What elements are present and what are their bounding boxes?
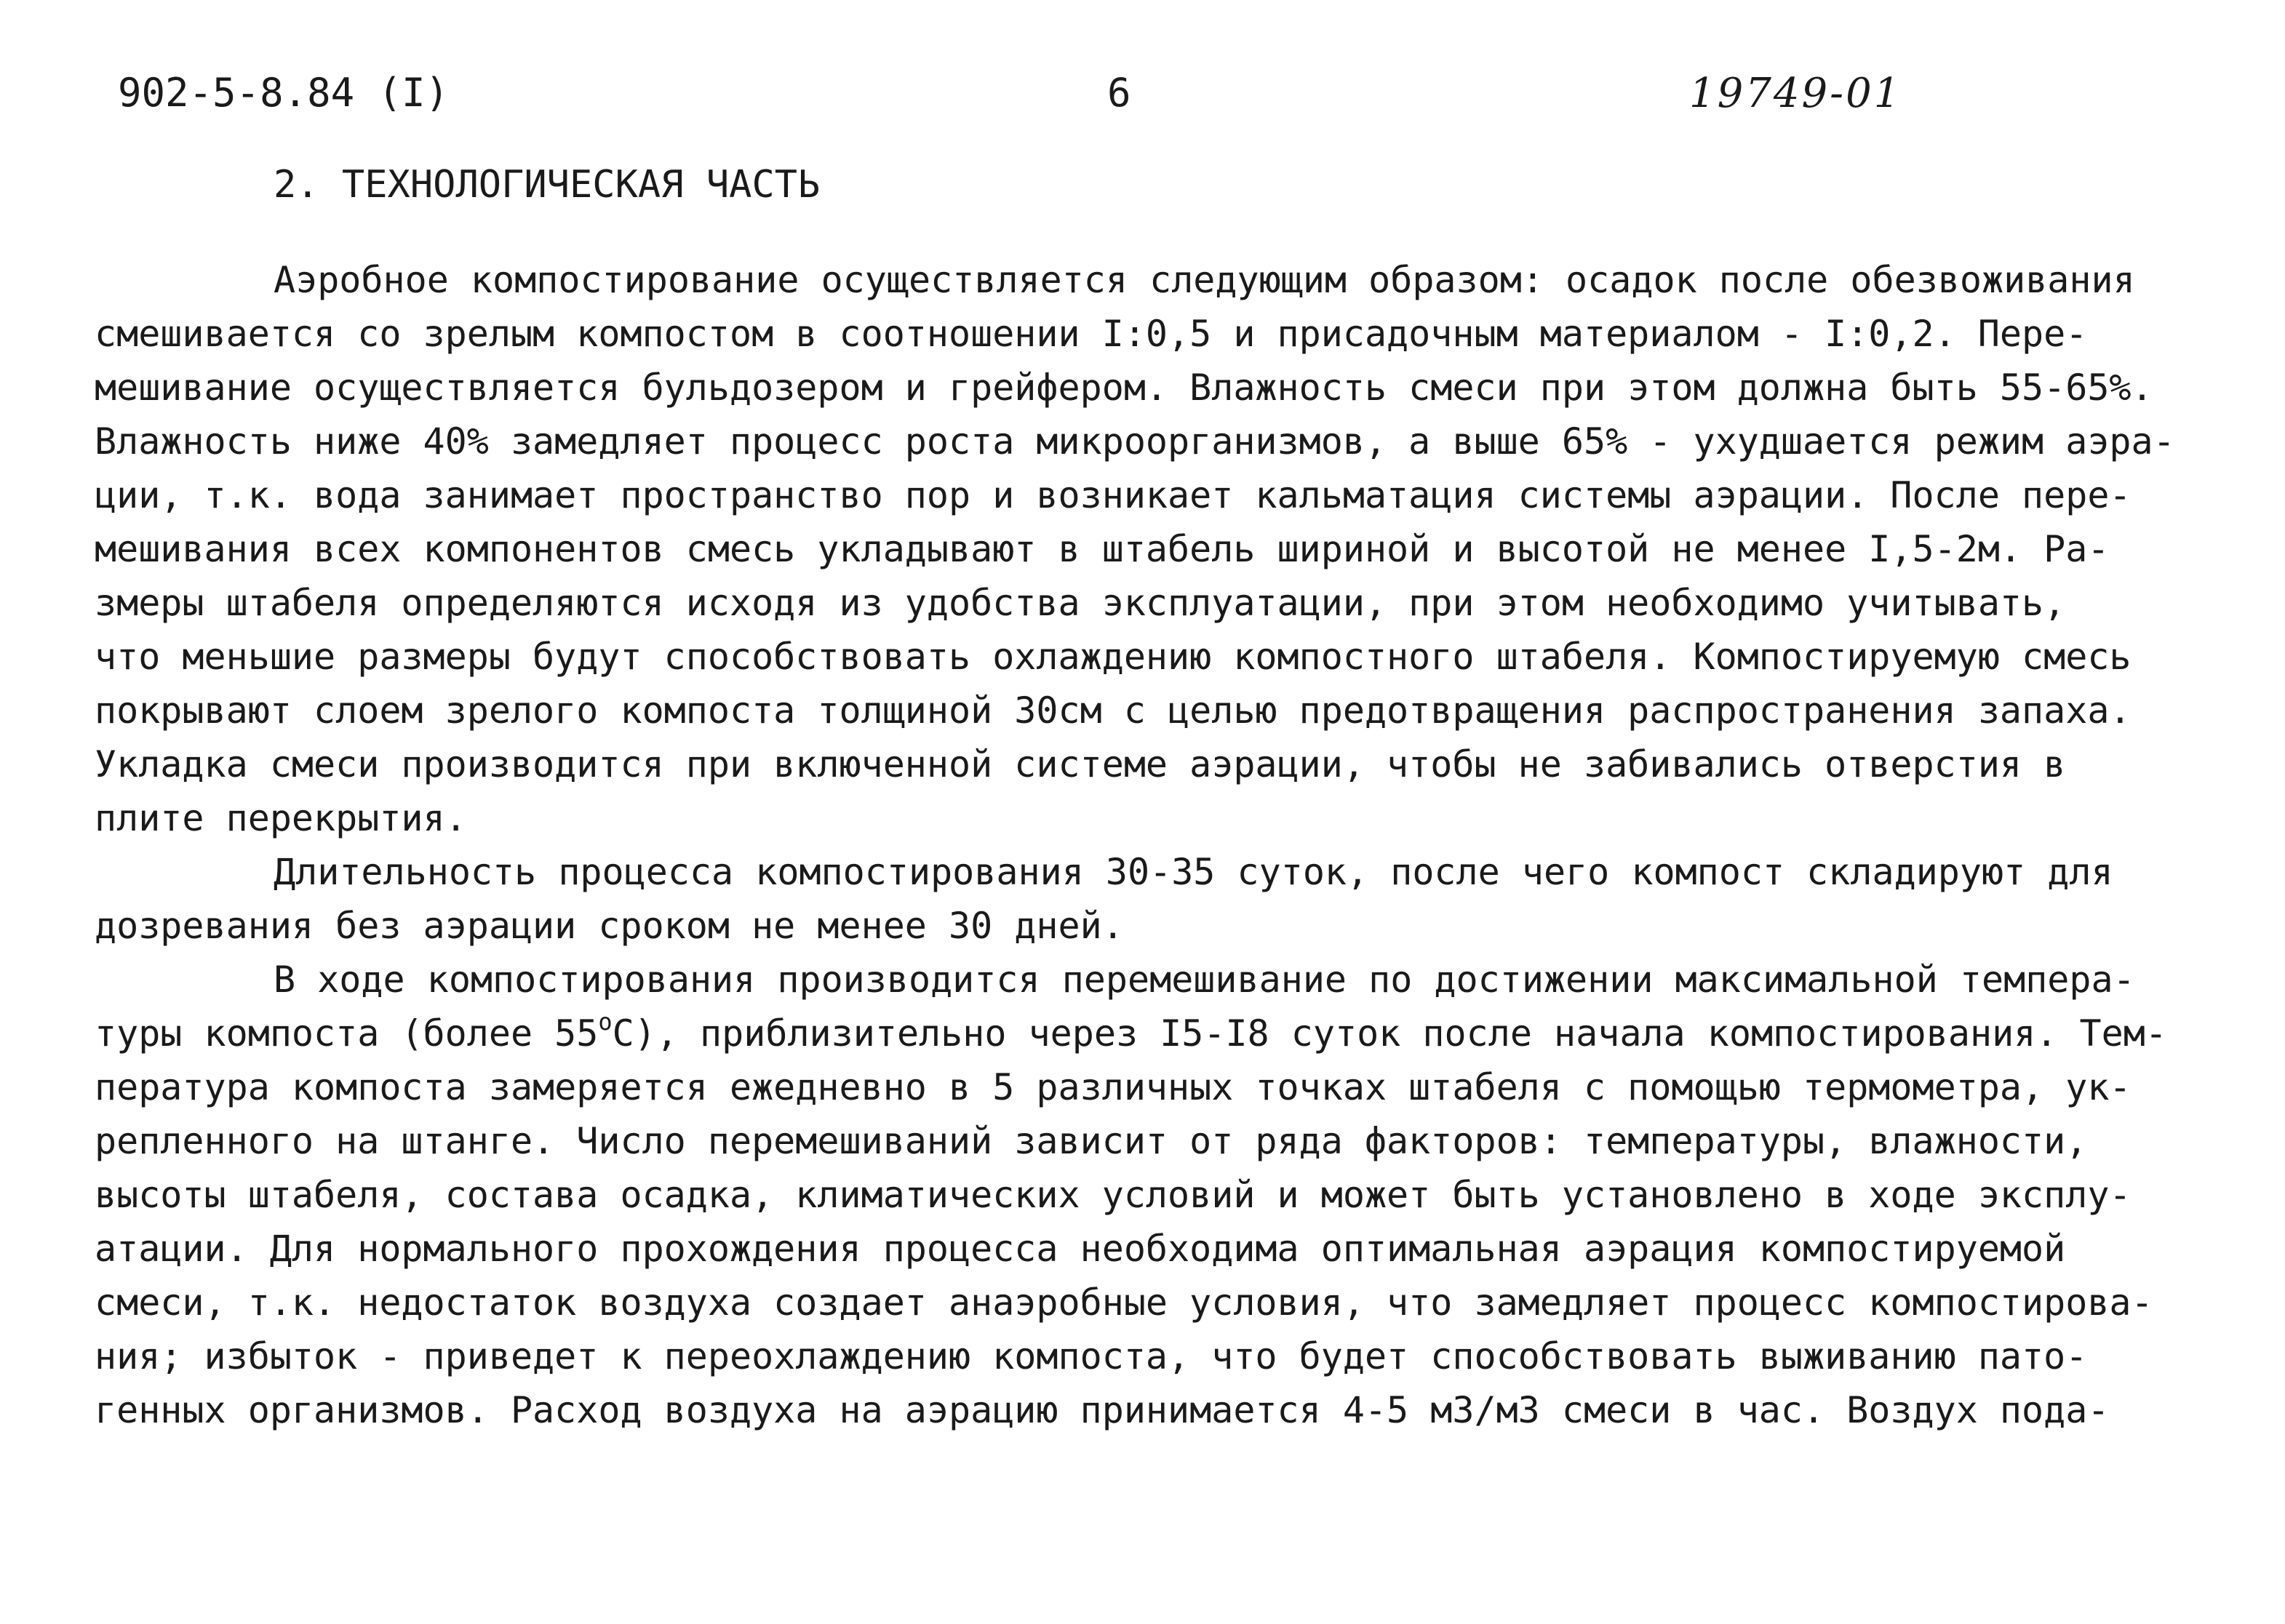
text-line: покрывают слоем зрелого компоста толщиной 30см с целью предотвращения распространения запаха.	[95, 689, 2132, 732]
text-line: Влажность ниже 40% замедляет процесс роста микроорганизмов, а выше 65% - ухудшается режим аэра-	[95, 420, 2175, 463]
text-line: атации. Для нормального прохождения процесса необходима оптимальная аэрация компостируемой	[95, 1228, 2066, 1270]
text-line: ния; избыток - приведет к переохлаждению компоста, что будет способствовать выживанию пато-	[95, 1335, 2088, 1377]
page-header	[0, 70, 2285, 121]
text-line: Укладка смеси производится при включенной системе аэрации, чтобы не забивались отверстия в	[95, 743, 2066, 785]
text-line: Аэробное компостирование осуществляется следующим образом: осадок после обезвоживания	[274, 259, 2135, 301]
text-line: дозревания без аэрации сроком не менее 30 дней.	[95, 905, 1124, 947]
text-line: что меньшие размеры будут способствовать охлаждению компостного штабеля. Компостируемую смесь	[95, 636, 2132, 678]
text-line: мешивание осуществляется бульдозером и грейфером. Влажность смеси при этом должна быть 55-65%.	[95, 367, 2153, 409]
text-line: Длительность процесса компостирования 30-35 суток, после чего компост складируют для	[274, 851, 2113, 893]
handwritten-number: 19749-01	[1689, 70, 1902, 117]
text-line: мешивания всех компонентов смесь укладывают в штабель шириной и высотой не менее I,5-2м. Ра-	[95, 528, 2110, 570]
text-line: змеры штабеля определяются исходя из удобства эксплуатации, при этом необходимо учитывать,	[95, 582, 2066, 624]
text-line: В ходе компостирования производится перемешивание по достижении максимальной темпера-	[274, 959, 2135, 1001]
text-line-with-superscript	[95, 1007, 2190, 1060]
text-segment: туры компоста (более 55	[95, 1012, 599, 1055]
page-number: 6	[1107, 70, 1131, 116]
text-line: генных организмов. Расход воздуха на аэрацию принимается 4-5 м3/м3 смеси в час. Воздух пода-	[95, 1389, 2110, 1431]
document-body	[95, 253, 2190, 1437]
document-code: 902-5-8.84 (I)	[118, 70, 450, 116]
text-line: плите перекрытия.	[95, 797, 467, 839]
section-title: 2. ТЕХНОЛОГИЧЕСКАЯ ЧАСТЬ	[274, 163, 821, 207]
text-line: смешивается со зрелым компостом в соотношении I:0,5 и присадочным материалом - I:0,2. Пере-	[95, 313, 2088, 355]
text-line: ции, т.к. вода занимает пространство пор и возникает кальматация системы аэрации. После пере-	[95, 474, 2132, 516]
text-line: репленного на штанге. Число перемешиваний зависит от ряда факторов: температуры, влажности,	[95, 1120, 2088, 1162]
text-line: высоты штабеля, состава осадка, климатических условий и может быть установлено в ходе эксплу-	[95, 1174, 2132, 1216]
degree-superscript: o	[598, 1008, 613, 1036]
text-line: пература компоста замеряется ежедневно в 5 различных точках штабеля с помощью термометра, ук-	[95, 1066, 2132, 1108]
text-segment: C), приблизительно через I5-I8 суток после начала компостирования. Тем-	[612, 1012, 2167, 1055]
text-line: смеси, т.к. недостаток воздуха создает анаэробные условия, что замедляет процесс компостирова-	[95, 1281, 2153, 1324]
